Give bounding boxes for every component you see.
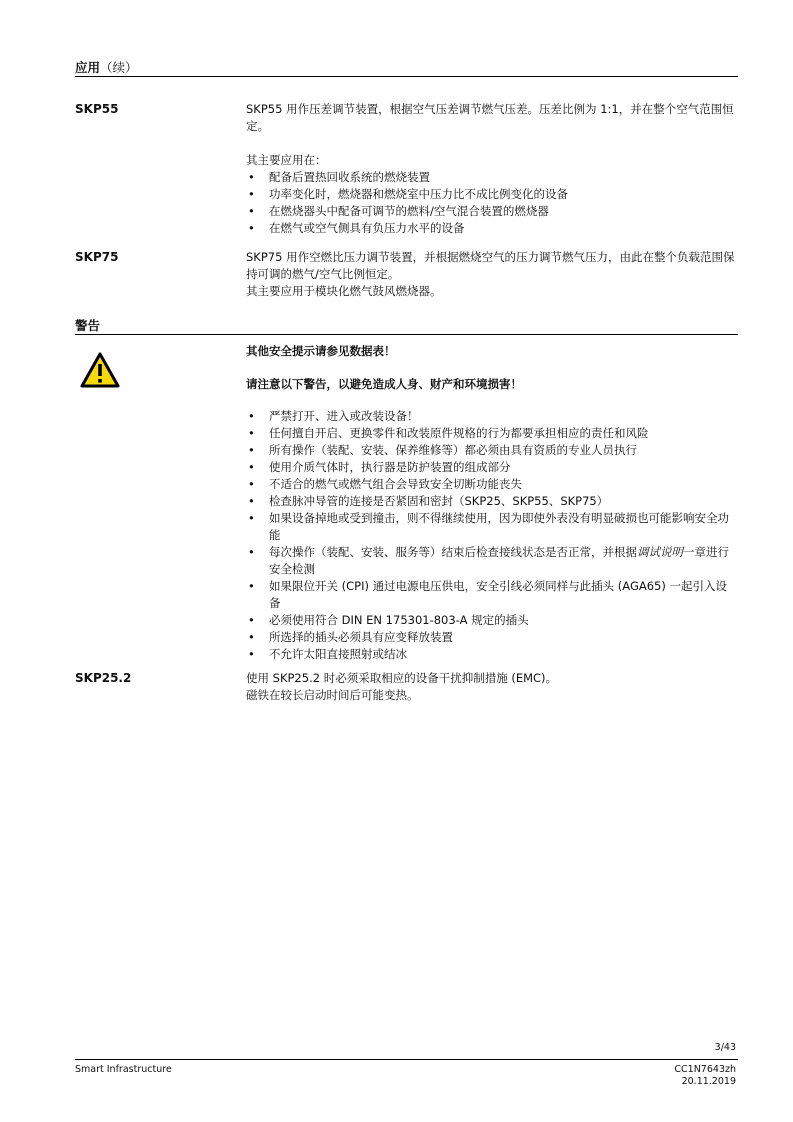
list-item: • 所有操作（装配、安装、保养维修等）都必须由具有资质的专业人员执行 [246,442,736,459]
list-item: • 检查脉冲导管的连接是否紧固和密封（SKP25、SKP55、SKP75） [246,493,736,510]
list-item: • 功率变化时，燃烧器和燃烧室中压力比不成比例变化的设备 [246,186,736,203]
list-item: • 不允许太阳直接照射或结冰 [246,646,736,663]
footer-rule [75,1059,738,1060]
skp55-applications-intro: 其主要应用在： [246,153,327,167]
list-item: • 配备后置热回收系统的燃烧装置 [246,169,736,186]
footer-date: 20.11.2019 [681,1076,736,1087]
warning-triangle-icon [80,352,120,388]
list-item: • 如果设备掉地或受到撞击，则不得继续使用，因为即使外表没有明显破损也可能影响安全功能 [246,510,736,544]
list-item [246,544,736,578]
header-rule [75,76,738,77]
page-number: 3/43 [714,1042,736,1053]
skp252-body [246,670,736,704]
commissioning-reference: 调试说明 [637,545,683,559]
list-item: • 任何擅自开启、更换零件和改装原件规格的行为都要承担相应的责任和风险 [246,425,736,442]
list-item: • 在燃气或空气侧具有负压力水平的设备 [246,220,736,237]
warning-section-title: 警告 [75,318,101,333]
footer-company: Smart Infrastructure [75,1064,172,1075]
skp75-application: 其主要应用于模块化燃气鼓风燃烧器。 [246,284,442,298]
page-section-title [75,58,138,76]
list-item: • 在燃烧器头中配备可调节的燃料/空气混合装置的燃烧器 [246,203,736,220]
skp252-emc-note: 使用 SKP25.2 时必须采取相应的设备干扰抑制措施 (EMC)。 [246,671,558,685]
list-item: • 必须使用符合 DIN EN 175301-803-A 规定的插头 [246,612,736,629]
skp55-description: SKP55 用作压差调节装置，根据空气压差调节燃气压差。压差比例为 1:1，并在整个空气范围恒定。 [246,102,734,133]
list-item-tail: 一章进行安全检测 [269,545,729,576]
skp55-label: SKP55 [75,102,119,116]
skp55-body [246,101,736,237]
section-title-text: 应用 [75,60,101,75]
list-item: • 如果限位开关 (CPI) 通过电源电压供电，安全引线必须同样与此插头 (AGA65) 一起引入设备 [246,578,736,612]
skp252-label: SKP25.2 [75,671,132,685]
list-item: • 所选择的插头必须具有应变释放装置 [246,629,736,646]
warning-note-datasheet: 其他安全提示请参见数据表！ [246,344,396,358]
footer-doc-id: CC1N7643zh [674,1064,736,1075]
list-item: • 使用介质气体时，执行器是防护装置的组成部分 [246,459,736,476]
warning-note-damage: 请注意以下警告，以避免造成人身、财产和环境损害！ [246,377,522,391]
skp75-label: SKP75 [75,250,119,264]
warning-list [246,408,736,663]
skp75-description: SKP75 用作空燃比压力调节装置，并根据燃烧空气的压力调节燃气压力，由此在整个负载范围保持可调的燃气/空气比例恒定。 [246,250,735,281]
skp55-application-list [246,169,736,237]
warning-rule [75,334,738,335]
skp75-body [246,249,736,300]
skp252-heat-note: 磁铁在较长启动时间后可能变热。 [246,688,419,702]
list-item-text: 每次操作（装配、安装、服务等）结束后检查接线状态是否正常，并根据 [269,545,637,559]
list-item: • 不适合的燃气或燃气组合会导致安全切断功能丧失 [246,476,736,493]
warning-list-container [246,408,736,663]
list-item: • 严禁打开、进入或改装设备！ [246,408,736,425]
section-title-suffix: （续） [100,60,138,75]
